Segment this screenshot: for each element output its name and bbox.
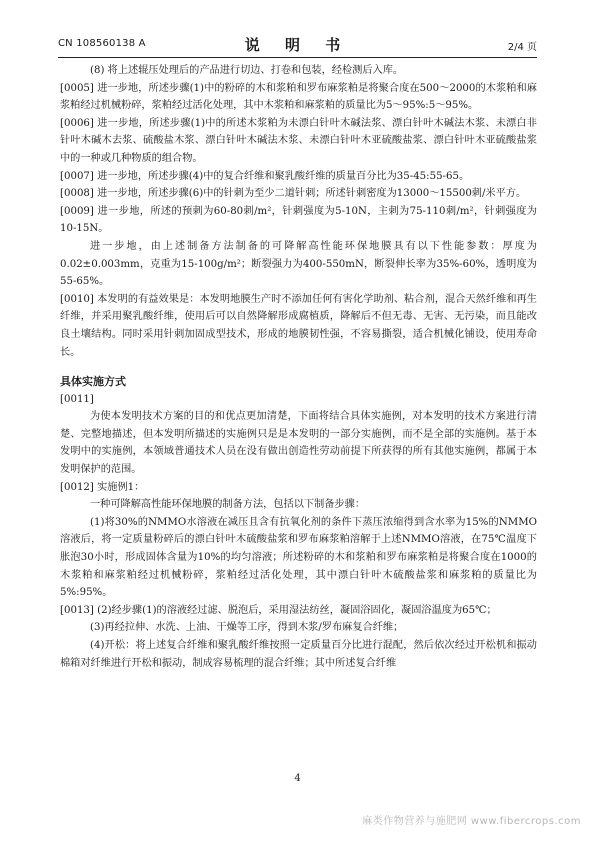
page-number: 4 — [294, 773, 301, 784]
section-heading: 具体实施方式 — [60, 375, 126, 389]
paragraph-step-1: (1)将30%的NMMO水溶液在减压且含有抗氧化剂的条件下蒸压浓缩得到含水率为15%的NMMO溶液后，将一定质量粉碎后的漂白针叶木硫酸盐浆和罗布麻浆粕溶解于上述NMMO溶液，在75℃温度下胀泡30小时，形成固体含量为10%的均匀溶液；所述粉碎的木和浆粕和罗布麻浆粕是将聚合度在1000的木浆粕和麻浆粕经过机械粉碎，浆粕经过活化处理，其中漂白针叶木硫酸盐浆和麻浆粕的质量比为5%:95%。 — [60, 516, 537, 599]
document-title: 说 明 书 — [244, 36, 351, 54]
site-watermark: 麻类作物营养与施肥网 www.fibercrops.com — [362, 816, 581, 827]
paragraph-step-8: (8) 将上述辊压处理后的产品进行切边、打卷和包装，经检测后入库。 — [90, 65, 404, 76]
header-rule — [58, 57, 537, 58]
paragraph-0007: [0007] 进一步地，所述步骤(4)中的复合纤维和聚乳酸纤维的质量百分比为35-45:55-65。 — [60, 170, 470, 182]
paragraph-0006: [0006] 进一步地，所述步骤(1)中的所述木浆粕为未漂白针叶木碱法浆、漂白针叶木碱法木浆、未漂白非针叶木碱木去浆、硫酸盐木浆、漂白针叶木碱法木浆、未漂白针叶木亚硫酸盐浆、漂白针叶木亚硫酸盐浆中的一种或几种物质的组合物。 — [60, 117, 537, 164]
paragraph-properties: 进一步地，由上述制备方法制备的可降解高性能环保地膜具有以下性能参数：厚度为0.02±0.003mm，克重为15-100g/m²；断裂强力为400-550mN，断裂伸长率为35%-60%，透明度为55-65%。 — [60, 240, 537, 288]
paragraph-0011-number: [0011] — [60, 393, 94, 405]
page-header — [58, 34, 537, 54]
paragraph-step-4: (4)开松：将上述复合纤维和聚乳酸纤维按照一定质量百分比进行混配，然后依次经过开松机和振动棉箱对纤维进行开松和振动，制成容易梳理的混合纤维；其中所述复合纤维 — [60, 640, 537, 669]
paragraph-0011: 为使本发明技术方案的目的和优点更加清楚，下面将结合具体实施例，对本发明的技术方案进行清楚、完整地描述，但本发明所描述的实施例只是是本发明的一部分实施例，而不是全部的实施例。基于本发明中的实施例，本领域普通技术人员在没有做出创造性劳动前提下所获得的所有其他实施例，都属于本发明保护的范围。 — [60, 411, 537, 476]
document-number: CN 108560138 A — [58, 38, 146, 49]
paragraph-step-3: (3)再经拉伸、水洗、上油、干燥等工序，得到木浆/罗布麻复合纤维； — [90, 622, 404, 634]
paragraph-0013: [0013] (2)经步骤(1)的溶液经过滤、脱泡后，采用湿法纺丝，凝固浴固化，凝固浴温度为65℃； — [60, 604, 497, 616]
paragraph-method-intro: 一种可降解高性能环保地膜的制备方法，包括以下制备步骤： — [90, 499, 366, 511]
paragraph-0010: [0010] 本发明的有益效果是：本发明地膜生产时不添加任何有害化学助剂、粘合剂，混合天然纤维和再生纤维，并采用聚乳酸纤维，使用后可以自然降解形成腐植质，降解后不但无毒、无害、无污染，而且能改良土壤结构。同时采用针刺加固成型技术，形成的地膜韧性强，不容易撕裂，适合机械化铺设，使用寿命长。 — [60, 293, 537, 358]
paragraph-0012: [0012] 实施例1： — [60, 481, 145, 493]
paragraph-0008: [0008] 进一步地，所述步骤(6)中的针刺为至少二道针刺；所述针刺密度为13000～15500刺/米平方。 — [60, 188, 527, 200]
paragraph-0005: [0005] 进一步地，所述步骤(1)中的粉碎的木和浆粕和罗布麻浆粕是将聚合度在500～2000的木浆粕和麻浆粕经过机械粉碎，浆粕经过活化处理，其中木浆粕和麻浆粕的质量比为5～95%:5～95%。 — [60, 82, 537, 112]
document-body — [60, 62, 537, 672]
page-label: 2/4 页 — [507, 42, 537, 53]
paragraph-0009: [0009] 进一步地，所述的预刺为60-80刺/m²，针刺强度为5-10N，主刺为75-110刺/m²，针刺强度为10-15N。 — [60, 205, 537, 235]
